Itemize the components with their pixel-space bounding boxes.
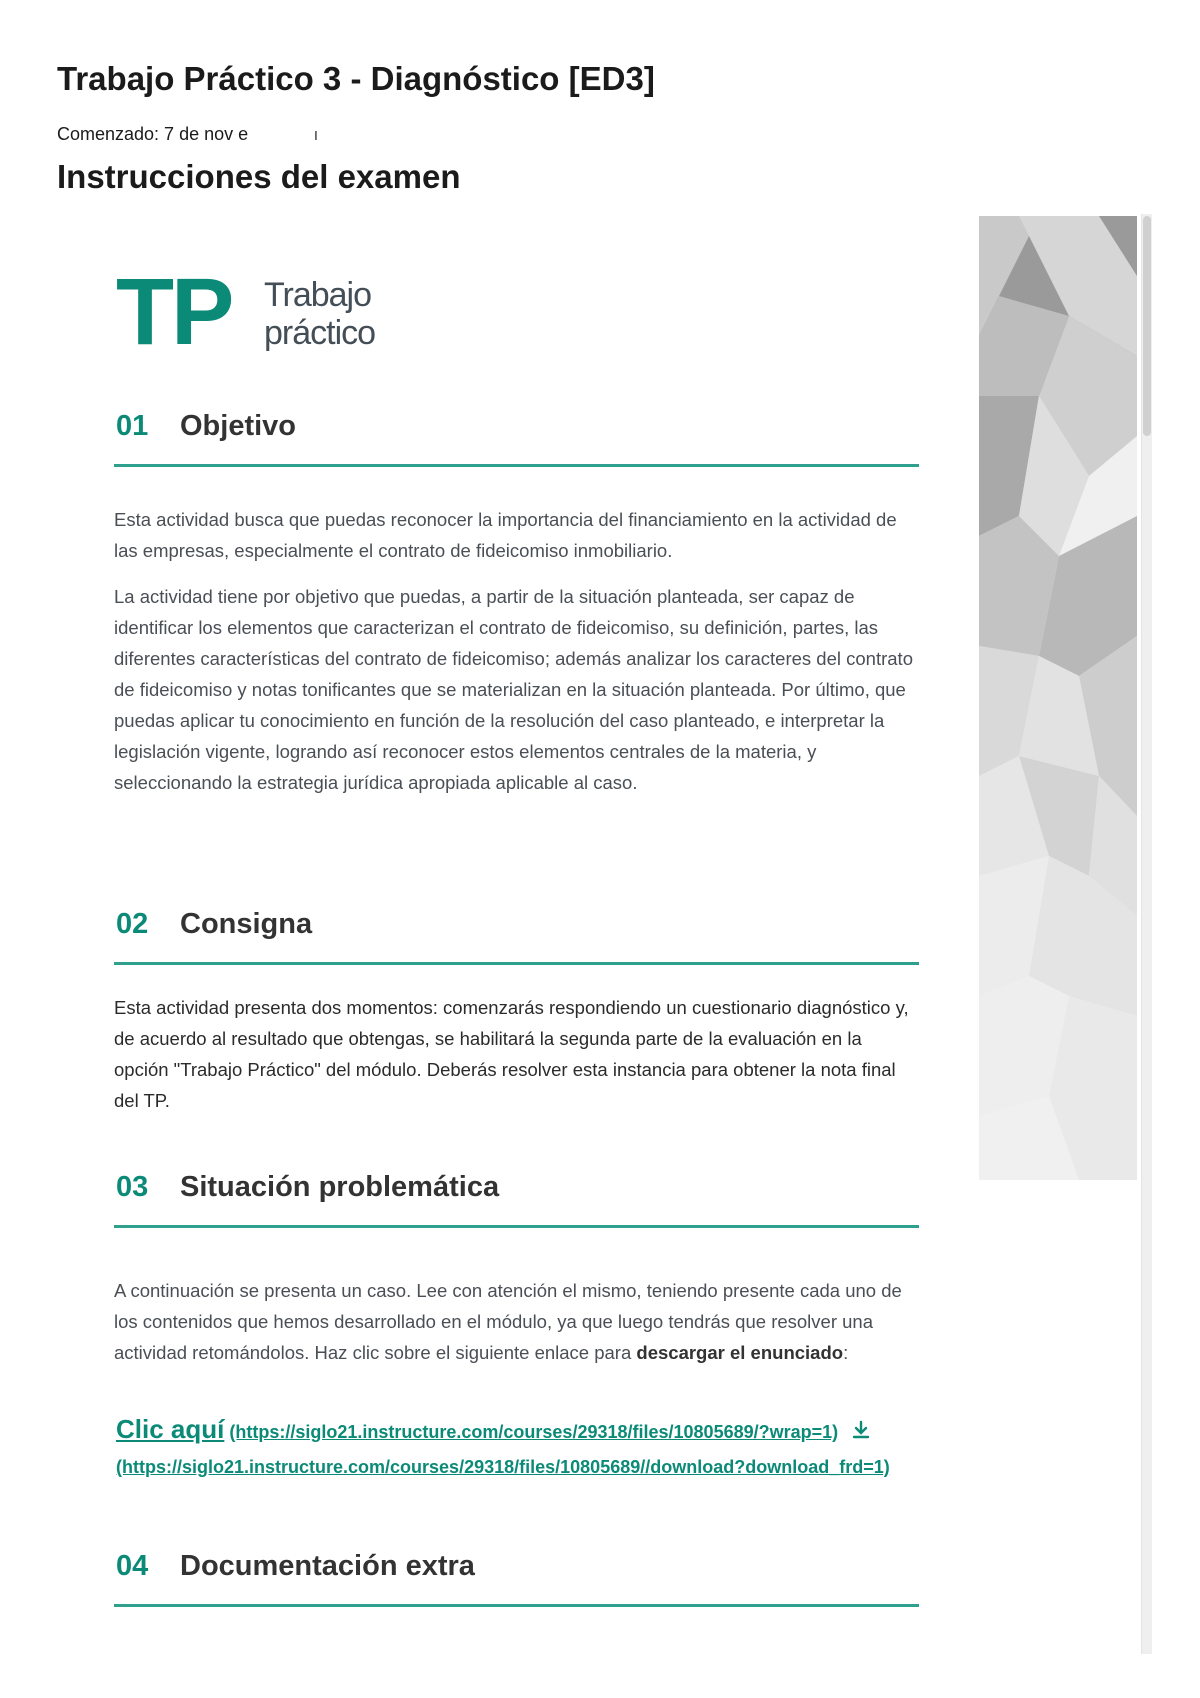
section-title: Consigna	[180, 908, 313, 940]
situacion-bold-text: descargar el enunciado	[636, 1342, 844, 1363]
scrollbar[interactable]	[1141, 214, 1152, 1654]
section-number: 01	[116, 410, 149, 442]
logo-mark: TP	[116, 259, 232, 365]
started-text: Comenzado: 7 de nov e	[57, 124, 249, 144]
file-download-link[interactable]: (https://siglo21.instructure.com/courses/29318/files/10805689//download?download_frd=1)	[116, 1457, 890, 1477]
instructions-title: Instrucciones del examen	[57, 158, 461, 195]
file-preview-link[interactable]: (https://siglo21.instructure.com/courses/29318/files/10805689/?wrap=1)	[229, 1422, 839, 1442]
started-mark: I	[314, 128, 318, 143]
logo-text	[264, 276, 375, 352]
section-number: 04	[116, 1550, 149, 1582]
situacion-colon: :	[843, 1342, 849, 1363]
logo-line-2: práctico	[264, 314, 376, 352]
situacion-text: A continuación se presenta un caso. Lee con atención el mismo, teniendo presente cada uno de los contenidos que hemos desarrollado en el módulo, ya que luego tendrás que resolver una actividad retomándolos. Haz clic sobre el siguiente enlace para	[114, 1280, 902, 1363]
objetivo-paragraph-2: La actividad tiene por objetivo que puedas, a partir de la situación planteada, ser capaz de identificar los elementos que caracterizan el contrato de fideicomiso, su definición, partes, las diferentes características del contrato de fideicomiso; además analizar los caracteres del contrato de fideicomiso y notas tonificantes que se materializan en la situación planteada. Por último, que puedas aplicar tu conocimiento en función de la resolución del caso planteado, e interpretar la legislación vigente, logrando así reconocer estos elementos centrales de la materia, y seleccionando la estrategia jurídica apropiada aplicable al caso.	[114, 586, 913, 793]
logo-line-1: Trabajo	[264, 276, 372, 314]
section-number: 02	[116, 908, 149, 940]
section-documentacion-header	[114, 1550, 919, 1607]
section-title: Objetivo	[180, 410, 297, 442]
scrollbar-thumb[interactable]	[1143, 216, 1151, 436]
decorative-architecture-image	[979, 216, 1137, 1180]
clic-aqui-link[interactable]: Clic aquí	[116, 1414, 225, 1444]
section-title: Situación problemática	[180, 1171, 500, 1203]
started-timestamp	[57, 124, 318, 145]
download-icon[interactable]	[851, 1420, 871, 1445]
situacion-paragraph	[114, 1275, 919, 1368]
section-situacion-header	[114, 1171, 919, 1228]
section-consigna-header	[114, 908, 919, 965]
section-objetivo-header	[114, 410, 919, 467]
objetivo-paragraph-1: Esta actividad busca que puedas reconocer la importancia del financiamiento en la actividad de las empresas, especialmente el contrato de fideicomiso inmobiliario.	[114, 509, 897, 561]
page-title: Trabajo Práctico 3 - Diagnóstico [ED3]	[57, 60, 655, 97]
consigna-paragraph: Esta actividad presenta dos momentos: comenzarás respondiendo un cuestionario diagnóstico y, de acuerdo al resultado que obtengas, se habilitará la segunda parte de la evaluación en la opción "Trabajo Práctico" del módulo. Deberás resolver esta instancia para obtener la nota final del TP.	[114, 997, 909, 1111]
section-number: 03	[116, 1171, 149, 1203]
section-title: Documentación extra	[180, 1550, 475, 1582]
download-link-row	[116, 1414, 921, 1445]
